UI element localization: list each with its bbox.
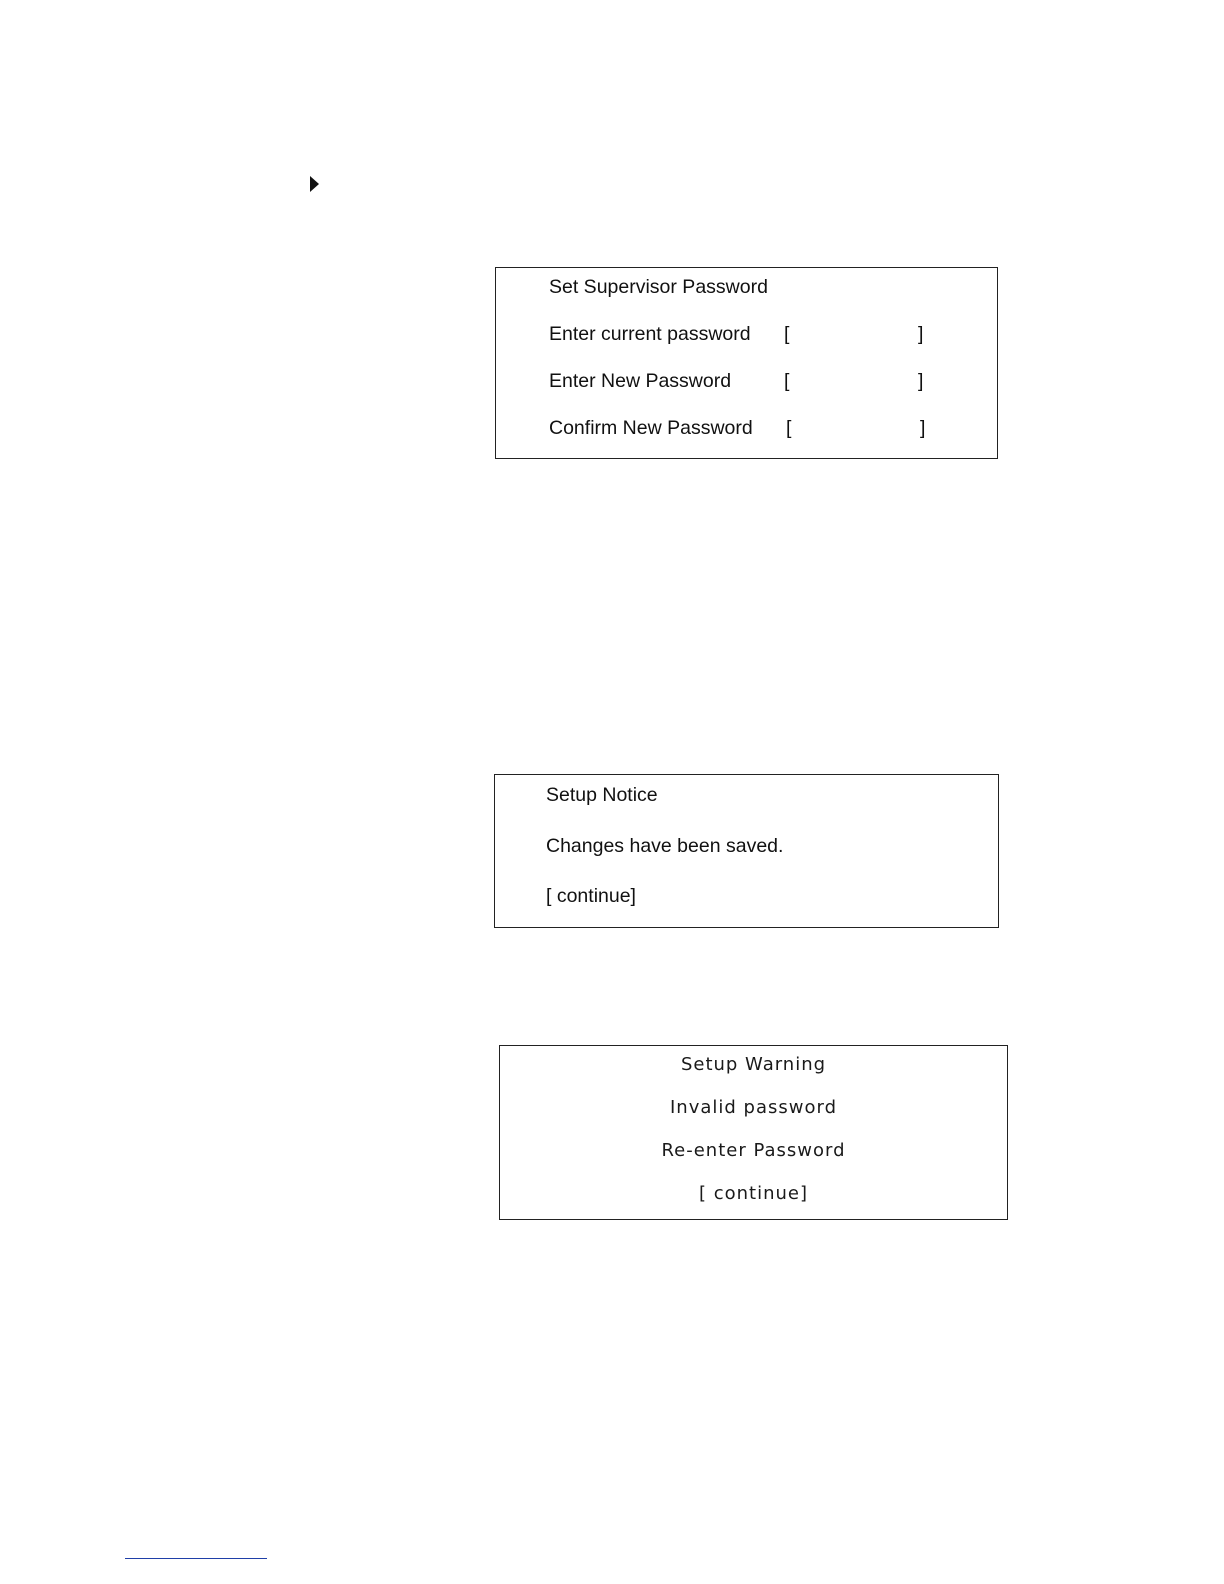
warning-title: Setup Warning xyxy=(680,1054,827,1075)
notice-title: Setup Notice xyxy=(546,784,658,806)
field-close-bracket: ] xyxy=(920,417,926,439)
dialog-title: Set Supervisor Password xyxy=(549,276,768,298)
confirm-password-label: Confirm New Password xyxy=(549,417,753,439)
continue-button[interactable]: [ continue] xyxy=(698,1183,809,1204)
notice-message: Changes have been saved. xyxy=(546,835,784,857)
field-open-bracket: [ xyxy=(786,417,792,439)
new-password-label: Enter New Password xyxy=(549,370,732,392)
continue-button[interactable]: [ continue] xyxy=(546,885,636,907)
field-open-bracket: [ xyxy=(784,323,790,345)
supervisor-password-dialog xyxy=(495,267,998,459)
setup-notice-dialog xyxy=(494,774,999,928)
field-close-bracket: ] xyxy=(918,323,924,345)
field-open-bracket: [ xyxy=(784,370,790,392)
footer-rule xyxy=(125,1558,267,1559)
current-password-label: Enter current password xyxy=(549,323,751,345)
field-close-bracket: ] xyxy=(918,370,924,392)
warning-message: Invalid password xyxy=(669,1097,837,1118)
warning-instruction: Re-enter Password xyxy=(661,1140,846,1161)
bullet-arrow-icon xyxy=(310,176,319,192)
setup-warning-dialog xyxy=(499,1045,1008,1220)
